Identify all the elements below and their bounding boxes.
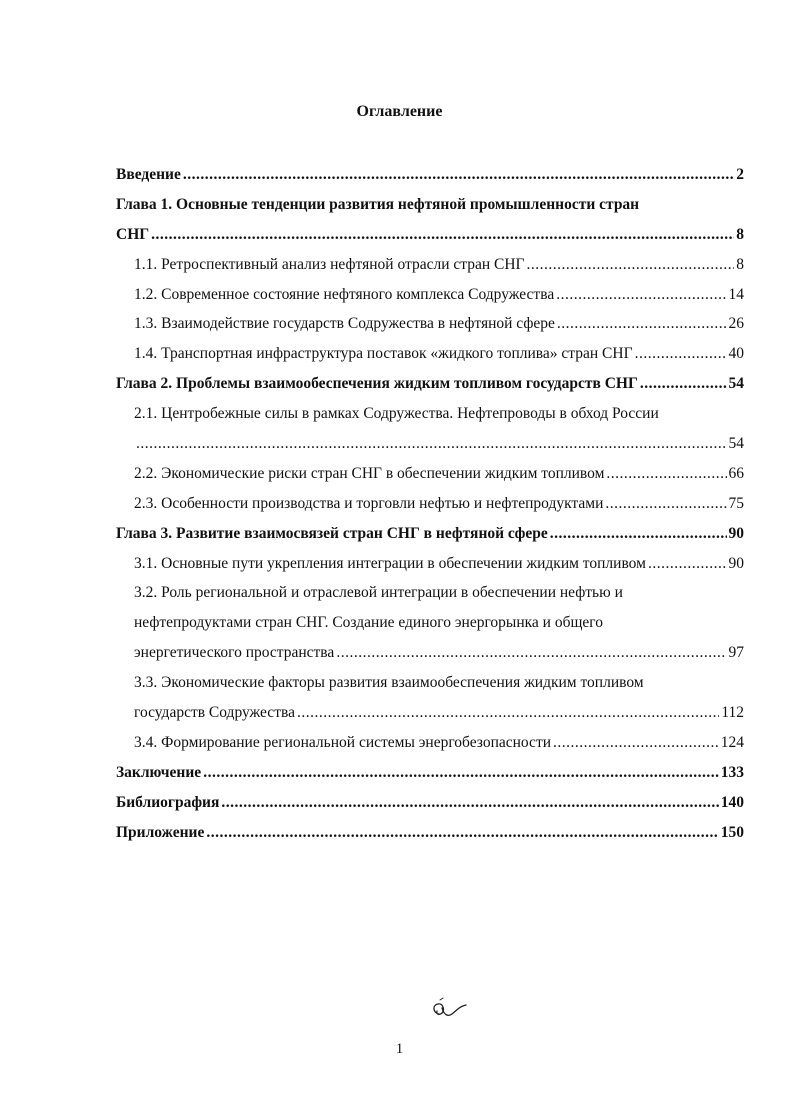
toc-entry-page: 124 bbox=[720, 733, 744, 751]
toc-entry bbox=[116, 638, 744, 668]
toc-entry bbox=[116, 429, 744, 459]
toc-entry-page: 75 bbox=[728, 494, 744, 512]
table-of-contents bbox=[116, 160, 744, 847]
toc-entry-page: 2 bbox=[736, 165, 744, 183]
toc-entry-label: СНГ bbox=[116, 225, 150, 243]
toc-entry-page: 112 bbox=[721, 704, 744, 722]
toc-entry-label: Заключение bbox=[116, 763, 202, 781]
toc-leader-dots bbox=[557, 309, 727, 339]
toc-entry-label: 2.2. Экономические риски стран СНГ в обеспечении жидким топливом bbox=[134, 464, 605, 482]
toc-entry-label: Глава 2. Проблемы взаимообеспечения жидким топливом государств СНГ bbox=[116, 375, 638, 393]
toc-entry-label: 1.1. Ретроспективный анализ нефтяной отрасли стран СНГ bbox=[134, 255, 525, 273]
page-title: Оглавление bbox=[356, 103, 443, 120]
toc-entry-page: 8 bbox=[736, 255, 744, 273]
toc-entry bbox=[116, 190, 744, 220]
toc-entry bbox=[116, 220, 744, 250]
toc-entry-label: 3.1. Основные пути укрепления интеграции в обеспечении жидким топливом bbox=[134, 554, 646, 572]
toc-entry-page: 40 bbox=[728, 345, 744, 363]
toc-leader-dots bbox=[635, 339, 727, 369]
toc-entry-label: Введение bbox=[116, 165, 181, 183]
toc-entry-page: 140 bbox=[720, 793, 744, 811]
toc-leader-dots bbox=[203, 758, 719, 788]
toc-entry bbox=[116, 280, 744, 310]
page-number: 1 bbox=[395, 1041, 404, 1057]
toc-entry-page: 90 bbox=[728, 554, 744, 572]
toc-entry-page: 90 bbox=[728, 524, 744, 542]
toc-leader-dots bbox=[553, 728, 719, 758]
toc-entry bbox=[116, 459, 744, 489]
toc-leader-dots bbox=[336, 638, 726, 668]
toc-leader-dots bbox=[550, 519, 727, 549]
toc-leader-dots bbox=[183, 160, 734, 190]
toc-entry bbox=[116, 250, 744, 280]
toc-entry-label: 1.4. Транспортная инфраструктура поставок «жидкого топлива» стран СНГ bbox=[134, 345, 633, 363]
toc-entry-page: 150 bbox=[720, 823, 744, 841]
toc-leader-dots bbox=[606, 459, 726, 489]
toc-entry bbox=[116, 578, 744, 608]
handwritten-signature bbox=[428, 996, 470, 1024]
toc-entry bbox=[116, 369, 744, 399]
toc-entry-page: 97 bbox=[728, 644, 744, 662]
toc-entry bbox=[116, 399, 744, 429]
toc-entry-page: 26 bbox=[728, 315, 744, 333]
toc-entry-page: 54 bbox=[728, 375, 744, 393]
toc-entry-label: 3.3. Экономические факторы развития взаимообеспечения жидким топливом bbox=[134, 674, 644, 692]
toc-entry bbox=[116, 160, 744, 190]
toc-leader-dots bbox=[151, 220, 734, 250]
toc-entry-label: 1.3. Взаимодействие государств Содружества в нефтяной сфере bbox=[134, 315, 555, 333]
toc-leader-dots bbox=[556, 280, 726, 310]
toc-entry-label: 1.2. Современное состояние нефтяного комплекса Содружества bbox=[134, 285, 555, 303]
toc-entry bbox=[116, 549, 744, 579]
toc-entry bbox=[116, 489, 744, 519]
toc-entry bbox=[116, 818, 744, 848]
toc-entry bbox=[116, 788, 744, 818]
toc-entry bbox=[116, 728, 744, 758]
toc-entry-page: 8 bbox=[736, 225, 744, 243]
toc-entry-label: Приложение bbox=[116, 823, 205, 841]
toc-entry-label: 2.1. Центробежные силы в рамках Содружества. Нефтепроводы в обход России bbox=[134, 405, 659, 423]
toc-entry-label: государств Содружества bbox=[134, 704, 295, 722]
toc-entry bbox=[116, 608, 744, 638]
toc-entry bbox=[116, 519, 744, 549]
toc-entry bbox=[116, 339, 744, 369]
toc-entry-label: Библиография bbox=[116, 793, 220, 811]
toc-leader-dots bbox=[527, 250, 735, 280]
toc-leader-dots bbox=[206, 818, 718, 848]
toc-entry-page: 66 bbox=[728, 464, 744, 482]
toc-leader-dots bbox=[136, 429, 727, 459]
toc-entry-label: 3.4. Формирование региональной системы энергобезопасности bbox=[134, 733, 552, 751]
toc-leader-dots bbox=[640, 369, 727, 399]
toc-entry-label: 2.3. Особенности производства и торговли нефтью и нефтепродуктами bbox=[134, 494, 604, 512]
toc-entry bbox=[116, 758, 744, 788]
toc-leader-dots bbox=[221, 788, 718, 818]
toc-entry-label: 3.2. Роль региональной и отраслевой интеграции в обеспечении нефтью и bbox=[134, 584, 623, 602]
toc-entry-label: энергетического пространства bbox=[134, 644, 335, 662]
toc-leader-dots bbox=[648, 549, 727, 579]
toc-entry bbox=[116, 668, 744, 698]
toc-entry-page: 14 bbox=[728, 285, 744, 303]
toc-leader-dots bbox=[297, 698, 719, 728]
toc-entry-page: 54 bbox=[728, 435, 744, 452]
toc-entry bbox=[116, 309, 744, 339]
toc-entry-label: Глава 3. Развитие взаимосвязей стран СНГ в нефтяной сфере bbox=[116, 524, 548, 542]
toc-entry bbox=[116, 698, 744, 728]
toc-entry-label: Глава 1. Основные тенденции развития нефтяной промышленности стран bbox=[116, 195, 640, 213]
toc-entry-page: 133 bbox=[720, 763, 744, 781]
toc-leader-dots bbox=[605, 489, 726, 519]
toc-entry-label: нефтепродуктами стран СНГ. Создание единого энергорынка и общего bbox=[134, 614, 604, 632]
